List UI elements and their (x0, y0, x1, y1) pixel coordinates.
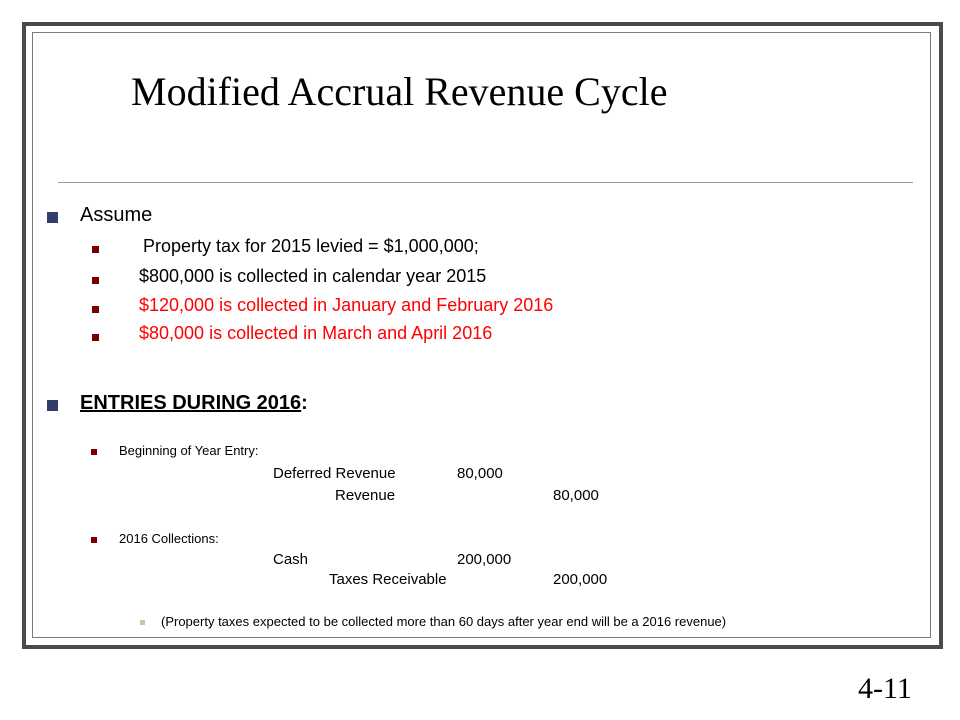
bullet-square-icon (140, 620, 145, 625)
bullet-square-icon (92, 246, 99, 253)
collections-credit-account: Taxes Receivable (329, 571, 447, 588)
assume-item-4: $80,000 is collected in March and April 2016 (139, 323, 493, 343)
collections-debit-amount: 200,000 (457, 551, 512, 568)
bullet-square-icon (92, 306, 99, 313)
bullet-square-icon (92, 334, 99, 341)
collections-label: 2016 Collections: (119, 531, 219, 546)
beginning-entry-label: Beginning of Year Entry: (119, 443, 259, 458)
bullet-square-icon (47, 400, 58, 411)
beginning-credit-amount: 80,000 (553, 487, 599, 504)
title-divider (58, 182, 913, 183)
collections-debit-account: Cash (273, 551, 309, 568)
entries-heading: ENTRIES DURING 2016 (80, 392, 302, 414)
beginning-credit-account: Revenue (335, 487, 396, 504)
beginning-debit-amount: 80,000 (457, 465, 503, 482)
bullet-square-icon (47, 212, 58, 223)
assume-heading: Assume (80, 204, 153, 226)
bullet-square-icon (92, 277, 99, 284)
assume-item-1: Property tax for 2015 levied = $1,000,000; (143, 236, 479, 256)
assume-item-3: $120,000 is collected in January and February 2016 (139, 295, 554, 315)
entries-heading-line (80, 392, 308, 415)
bullet-square-icon (91, 537, 97, 543)
entries-heading-colon: : (301, 392, 308, 414)
beginning-debit-account: Deferred Revenue (273, 465, 396, 482)
collections-credit-amount: 200,000 (553, 571, 608, 588)
slide-number: 4-11 (858, 672, 912, 705)
assume-item-2: $800,000 is collected in calendar year 2015 (139, 266, 487, 286)
bullet-square-icon (91, 449, 97, 455)
revenue-note: (Property taxes expected to be collected more than 60 days after year end will be a 2016 revenue) (161, 614, 727, 629)
slide-title: Modified Accrual Revenue Cycle (131, 69, 668, 114)
